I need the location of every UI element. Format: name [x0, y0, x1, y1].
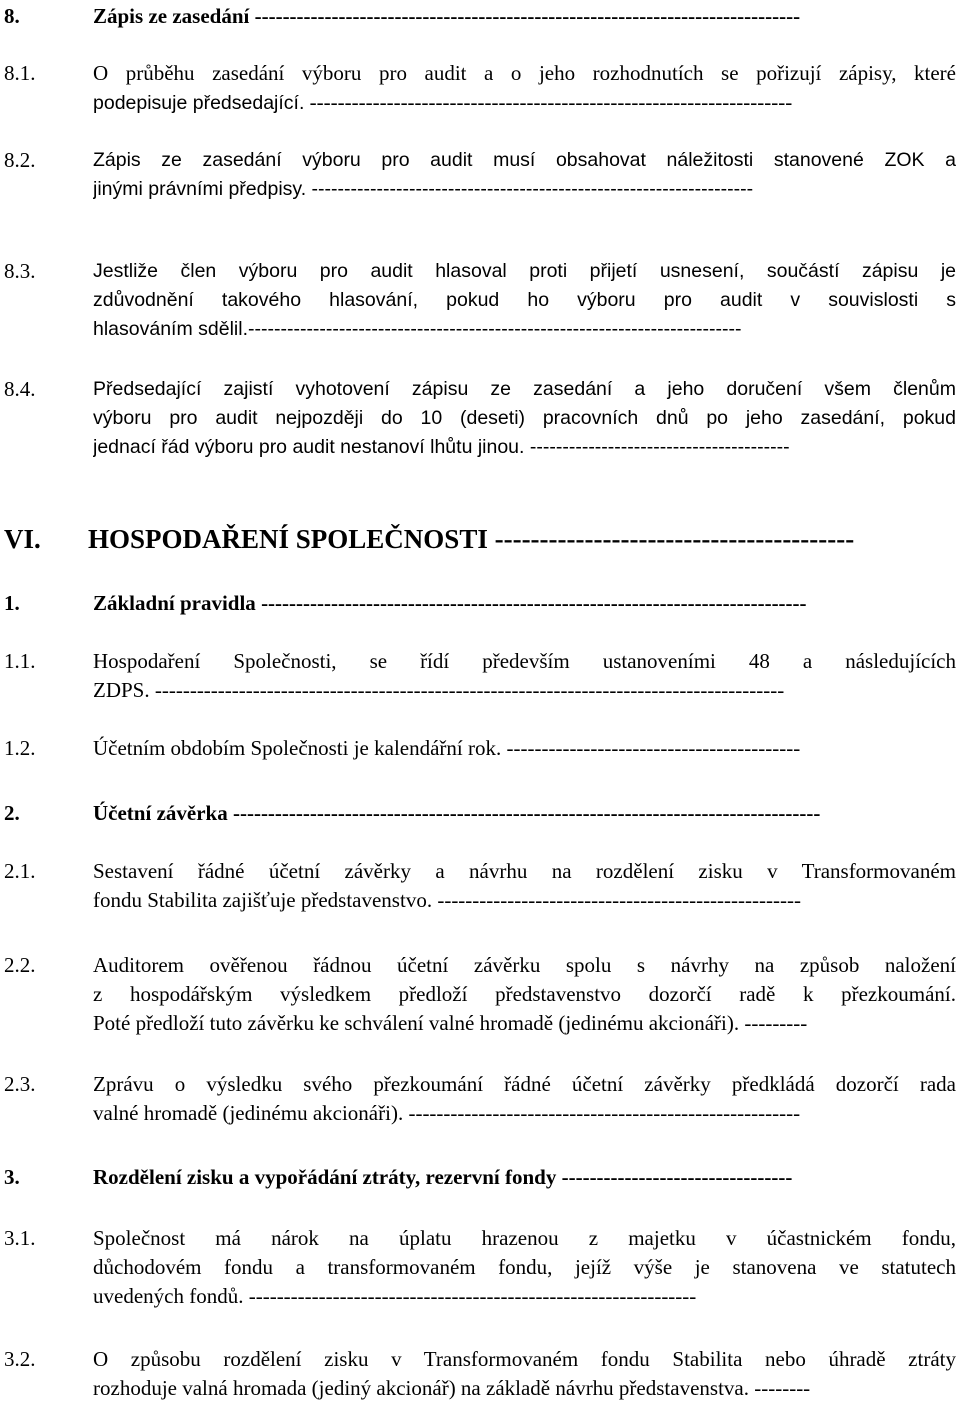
dash-leader: -------------------------------------------------------- — [408, 1101, 801, 1125]
clause-line: ZDPS. — [93, 678, 150, 702]
section-title: Účetní závěrka — [93, 801, 228, 825]
clause-text — [93, 59, 956, 118]
clause-line: O průběhu zasedání výboru pro audit a o jeho rozhodnutích se pořizují zápisy, které — [93, 61, 956, 85]
clause-number: 1.1. — [4, 649, 36, 673]
section-title-line — [93, 799, 956, 828]
dash-leader: ------------------------------------------------------------------------------ — [261, 591, 807, 615]
clause-number: 3.1. — [4, 1226, 36, 1250]
dash-leader: ---------------------------------------------------------------------------- — [248, 318, 742, 340]
section-title: Rozdělení zisku a vypořádání ztráty, rezervní fondy — [93, 1165, 557, 1189]
clause-number: 8.3. — [4, 259, 36, 283]
dash-leader: ------------------------------------------------------------------------------------------ — [154, 678, 785, 702]
chapter-title-line — [88, 522, 956, 556]
section-title-line — [93, 2, 956, 31]
clause-number: 1.2. — [4, 736, 36, 760]
clause-text — [93, 1224, 956, 1311]
section-title-line — [93, 1163, 956, 1192]
clause-line: Zápis ze zasedání výboru pro audit musí obsahovat náležitosti stanovené ZOK a — [93, 149, 956, 171]
clause-line: Poté předloží tuto závěrku ke schválení valné hromadě (jedinému akcionáři). — [93, 1011, 740, 1035]
dash-leader: --------------------------------- — [561, 1165, 793, 1189]
clause-line: Účetním obdobím Společnosti je kalendářní rok. — [93, 736, 502, 760]
clause-line: hlasováním sdělil. — [93, 318, 248, 340]
dash-leader: ---------------------------------------------------------------- — [248, 1284, 697, 1308]
clause-line: valné hromadě (jedinému akcionáři). — [93, 1101, 404, 1125]
clause-number: 2.1. — [4, 859, 36, 883]
clause-line: uvedených fondů. — [93, 1284, 244, 1308]
section-title-line — [93, 589, 956, 618]
chapter-title: HOSPODAŘENÍ SPOLEČNOSTI — [88, 524, 488, 554]
clause-line: Předsedající zajistí vyhotovení zápisu ze zasedání a jeho doručení všem členům — [93, 378, 956, 400]
clause-line: podepisuje předsedající. — [93, 92, 305, 114]
clause-line: jinými právními předpisy. — [93, 178, 307, 200]
clause-line: z hospodářským výsledkem předloží představenstvo dozorčí radě k přezkoumání. — [93, 982, 956, 1006]
clause-line: fondu Stabilita zajišťuje představenstvo. — [93, 888, 433, 912]
clause-text — [93, 1345, 956, 1403]
clause-number: 2.2. — [4, 953, 36, 977]
clause-line: Auditorem ověřenou řádnou účetní závěrku spolu s návrhy na způsob naložení — [93, 953, 956, 977]
dash-leader: -------------------------------------------------------------------- — [311, 178, 754, 200]
dash-leader: --------- — [744, 1011, 808, 1035]
clause-text — [93, 951, 956, 1038]
clause-text — [93, 857, 956, 915]
clause-text — [93, 257, 956, 344]
clause-line: důchodovém fondu a transformovaném fondu, jejíž výše je stanovena ve statutech — [93, 1255, 956, 1279]
clause-line: rozhoduje valná hromada (jediný akcionář) na základě návrhu představenstva. — [93, 1376, 749, 1400]
clause-line: Společnost má nárok na úplatu hrazenou z majetku v účastnickém fondu, — [93, 1226, 956, 1250]
dash-leader: ------------------------------------------ — [506, 736, 801, 760]
clause-number: 8.2. — [4, 148, 36, 172]
clause-number: 3.2. — [4, 1347, 36, 1371]
clause-text — [93, 734, 956, 763]
clause-number: 8.1. — [4, 61, 36, 85]
clause-number: 8.4. — [4, 377, 36, 401]
dash-leader: ---------------------------------------- — [529, 436, 790, 458]
clause-text — [93, 647, 956, 705]
dash-leader: --------------------------------------------------------------------- — [309, 90, 793, 114]
clause-line: Jestliže člen výboru pro audit hlasoval proti přijetí usnesení, součástí zápisu je — [93, 260, 956, 282]
dash-leader: ------------------------------------------------------------------------------------ — [232, 801, 821, 825]
clause-line: výboru pro audit nejpozději do 10 (deseti) pracovních dnů po jeho zasedání, pokud — [93, 407, 956, 429]
clause-text — [93, 375, 956, 462]
clause-line: zdůvodnění takového hlasování, pokud ho výboru pro audit v souvislosti s — [93, 289, 956, 311]
section-number: 8. — [4, 4, 20, 28]
clause-line: Zprávu o výsledku svého přezkoumání řádné účetní závěrky předkládá dozorčí rada — [93, 1072, 956, 1096]
dash-leader: -------- — [754, 1376, 811, 1400]
clause-line: Sestavení řádné účetní závěrky a návrhu na rozdělení zisku v Transformovaném — [93, 859, 956, 883]
dash-leader: ---------------------------------------- — [494, 524, 855, 554]
clause-line: jednací řád výboru pro audit nestanoví lhůtu jinou. — [93, 436, 525, 458]
dash-leader: ------------------------------------------------------------------------------ — [254, 4, 801, 28]
clause-number: 2.3. — [4, 1072, 36, 1096]
clause-line: O způsobu rozdělení zisku v Transformovaném fondu Stabilita nebo úhradě ztráty — [93, 1347, 956, 1371]
clause-text — [93, 146, 956, 204]
section-number: 2. — [4, 801, 20, 825]
clause-text — [93, 1070, 956, 1128]
section-number: 1. — [4, 591, 20, 615]
section-number: 3. — [4, 1165, 20, 1189]
dash-leader: ---------------------------------------------------- — [437, 888, 801, 912]
chapter-number: VI. — [4, 524, 41, 554]
section-title: Zápis ze zasedání — [93, 4, 250, 28]
section-title: Základní pravidla — [93, 591, 256, 615]
clause-line: Hospodaření Společnosti, se řídí především ustanoveními 48 a následujících — [93, 649, 956, 673]
